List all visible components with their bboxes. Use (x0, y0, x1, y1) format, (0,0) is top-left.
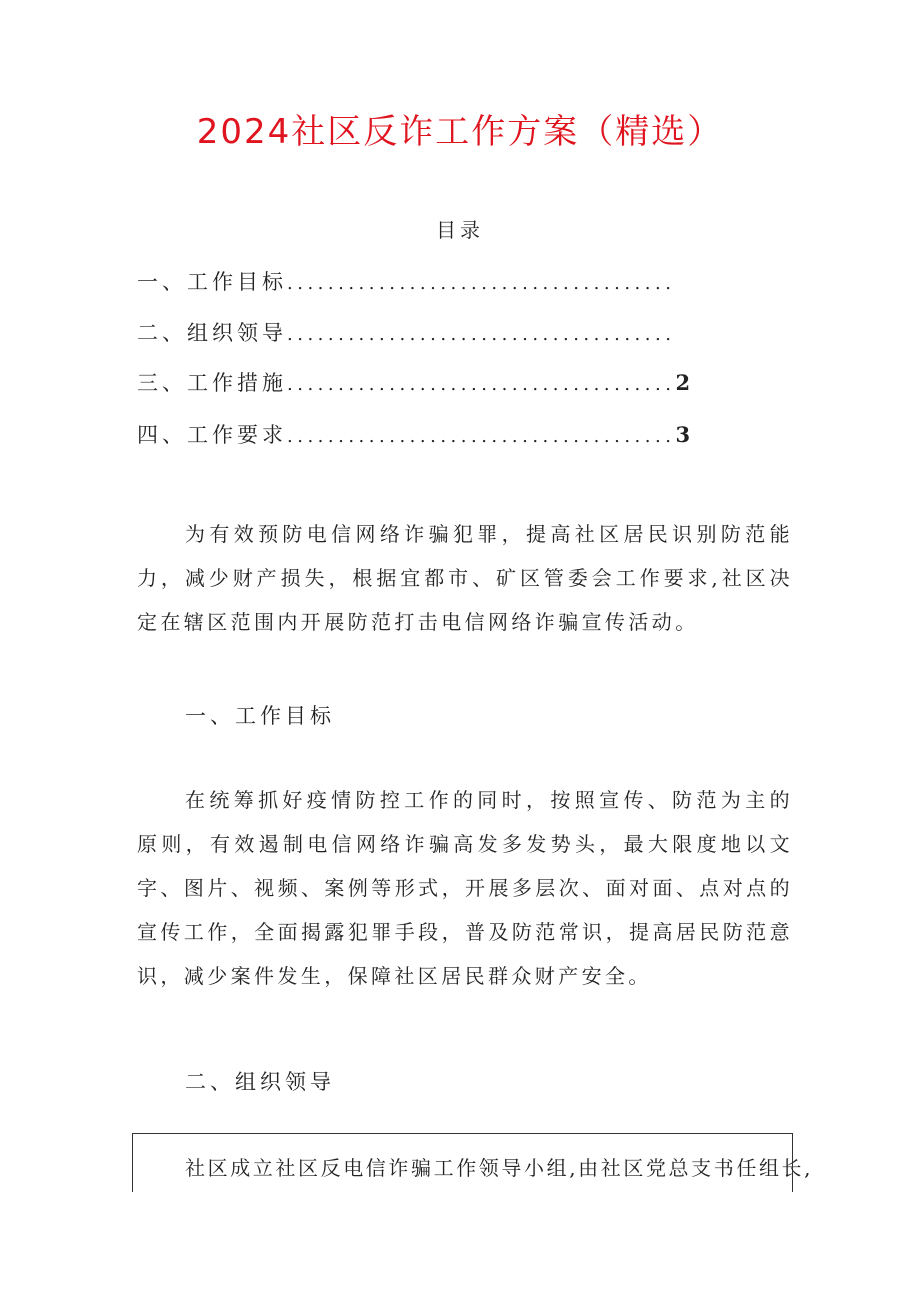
intro-paragraph: 为有效预防电信网络诈骗犯罪，提高社区居民识别防范能力，减少财产损失，根据宜都市、矿区管委会工作要求,社区决定在辖区范围内开展防范打击电信网络诈骗宣传活动。 (137, 522, 793, 634)
text-box-frame (132, 1133, 814, 1192)
document-title: 2024社区反诈工作方案（精选） (196, 112, 724, 152)
section-heading-organization: 二、组织领导 (185, 1070, 335, 1094)
toc-item[interactable] (137, 317, 777, 349)
toc-item-label: 二、组织领导 (137, 321, 287, 345)
toc-item-label: 一、工作目标 (137, 270, 287, 294)
toc-item[interactable] (137, 266, 777, 298)
toc-leader-dots: ...................................... (287, 374, 676, 395)
toc-item-label: 四、工作要求 (137, 423, 287, 447)
toc-page-number: 3 (675, 422, 691, 447)
toc-item-label: 三、工作措施 (137, 371, 287, 395)
toc-item[interactable] (137, 367, 777, 399)
toc-item[interactable] (137, 419, 777, 451)
toc-heading: 目录 (436, 218, 484, 242)
goals-paragraph: 在统筹抓好疫情防控工作的同时，按照宣传、防范为主的原则，有效遏制电信网络诈骗高发多发势头，最大限度地以文字、图片、视频、案例等形式，开展多层次、面对面、点对点的宣传工作，全面揭露犯罪手段，普及防范常识，提高居民防范意识，减少案件发生，保障社区居民群众财产安全。 (137, 788, 793, 988)
organization-paragraph: 社区成立社区反电信诈骗工作领导小组,由社区党总支书任组长, (185, 1156, 814, 1180)
toc-leader-dots: ...................................... (287, 273, 676, 294)
toc-leader-dots: ...................................... (287, 426, 676, 447)
section-heading-goals: 一、工作目标 (185, 704, 335, 728)
toc-leader-dots: ...................................... (287, 324, 676, 345)
toc-page-number: 2 (675, 370, 691, 395)
